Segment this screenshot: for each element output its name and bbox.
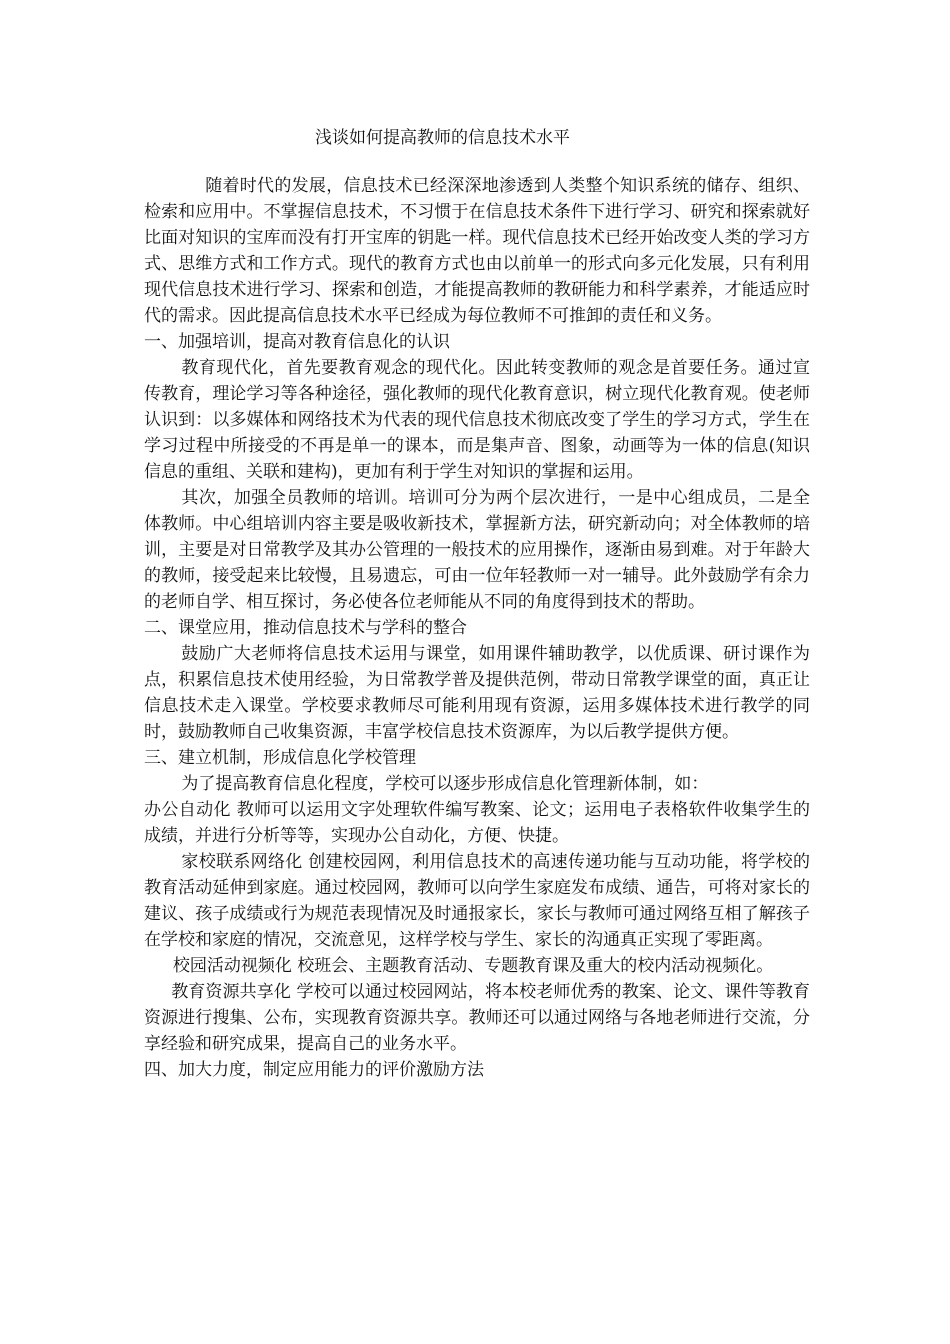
section-3-paragraph-2: 办公自动化 教师可以运用文字处理软件编写教案、论文；运用电子表格软件收集学生的成绩，并进行分析等等，实现办公自动化，方便、快捷。 xyxy=(144,800,810,846)
document-title: 浅谈如何提高教师的信息技术水平 xyxy=(315,128,570,148)
section-1-paragraph-1: 教育现代化，首先要教育观念的现代化。因此转变教师的观念是首要任务。通过宣传教育，理论学习等各种途径，强化教师的现代化教育意识，树立现代化教育观。使老师认识到：以多媒体和网络技术为代表的现代信息技术彻底改变了学生的学习方式，学生在学习过程中所接受的不再是单一的课本，而是集声音、图象，动画等为一体的信息(知识信息的重组、关联和建构)，更加有利于学生对知识的掌握和运用。 xyxy=(144,358,810,482)
intro-paragraph: 随着时代的发展，信息技术已经深深地渗透到人类整个知识系统的储存、组织、检索和应用中。不掌握信息技术，不习惯于在信息技术条件下进行学习、研究和探索就好比面对知识的宝库而没有打开宝库的钥匙一样。现代信息技术已经开始改变人类的学习方式、思维方式和工作方式。现代的教育方式也由以前单一的形式向多元化发展，只有利用现代信息技术进行学习、探索和创造，才能提高教师的教研能力和科学素养，才能适应时代的需求。因此提高信息技术水平已经成为每位教师不可推卸的责任和义务。 xyxy=(144,176,810,326)
section-3-paragraph-1: 为了提高教育信息化程度，学校可以逐步形成信息化管理新体制，如： xyxy=(181,774,709,794)
section-3-paragraph-5: 教育资源共享化 学校可以通过校园网站，将本校老师优秀的教案、论文、课件等教育资源进行搜集、公布，实现教育资源共享。教师还可以通过网络与各地老师进行交流，分享经验和研究成果，提高自己的业务水平。 xyxy=(144,982,810,1054)
document-body xyxy=(144,173,810,1083)
section-2-heading: 二、课堂应用，推动信息技术与学科的整合 xyxy=(144,618,467,638)
section-3-paragraph-3: 家校联系网络化 创建校园网，利用信息技术的高速传递功能与互动功能，将学校的教育活动延伸到家庭。通过校园网，教师可以向学生家庭发布成绩、通告，可将对家长的建议、孩子成绩或行为规范表现情况及时通报家长，家长与教师可通过网络互相了解孩子在学校和家庭的情况，交流意见，这样学校与学生、家长的沟通真正实现了零距离。 xyxy=(144,852,810,950)
section-2-paragraph-1: 鼓励广大老师将信息技术运用与课堂，如用课件辅助教学，以优质课、研讨课作为点，积累信息技术使用经验，为日常教学普及提供范例，带动日常教学课堂的面，真正让信息技术走入课堂。学校要求教师尽可能利用现有资源，运用多媒体技术进行教学的同时，鼓励教师自己收集资源，丰富学校信息技术资源库，为以后教学提供方便。 xyxy=(144,644,810,742)
section-1-paragraph-2: 其次，加强全员教师的培训。培训可分为两个层次进行，一是中心组成员，二是全体教师。中心组培训内容主要是吸收新技术，掌握新方法，研究新动向；对全体教师的培训，主要是对日常教学及其办公管理的一般技术的应用操作，逐渐由易到难。对于年龄大的教师，接受起来比较慢，且易遗忘，可由一位年轻教师一对一辅导。此外鼓励学有余力的老师自学、相互探讨，务必使各位老师能从不同的角度得到技术的帮助。 xyxy=(144,488,810,612)
section-1-heading: 一、加强培训，提高对教育信息化的认识 xyxy=(144,332,450,352)
section-3-heading: 三、建立机制，形成信息化学校管理 xyxy=(144,748,416,768)
section-3-paragraph-4: 校园活动视频化 校班会、主题教育活动、专题教育课及重大的校内活动视频化。 xyxy=(172,956,774,976)
section-4-heading: 四、加大力度，制定应用能力的评价激励方法 xyxy=(144,1060,484,1080)
